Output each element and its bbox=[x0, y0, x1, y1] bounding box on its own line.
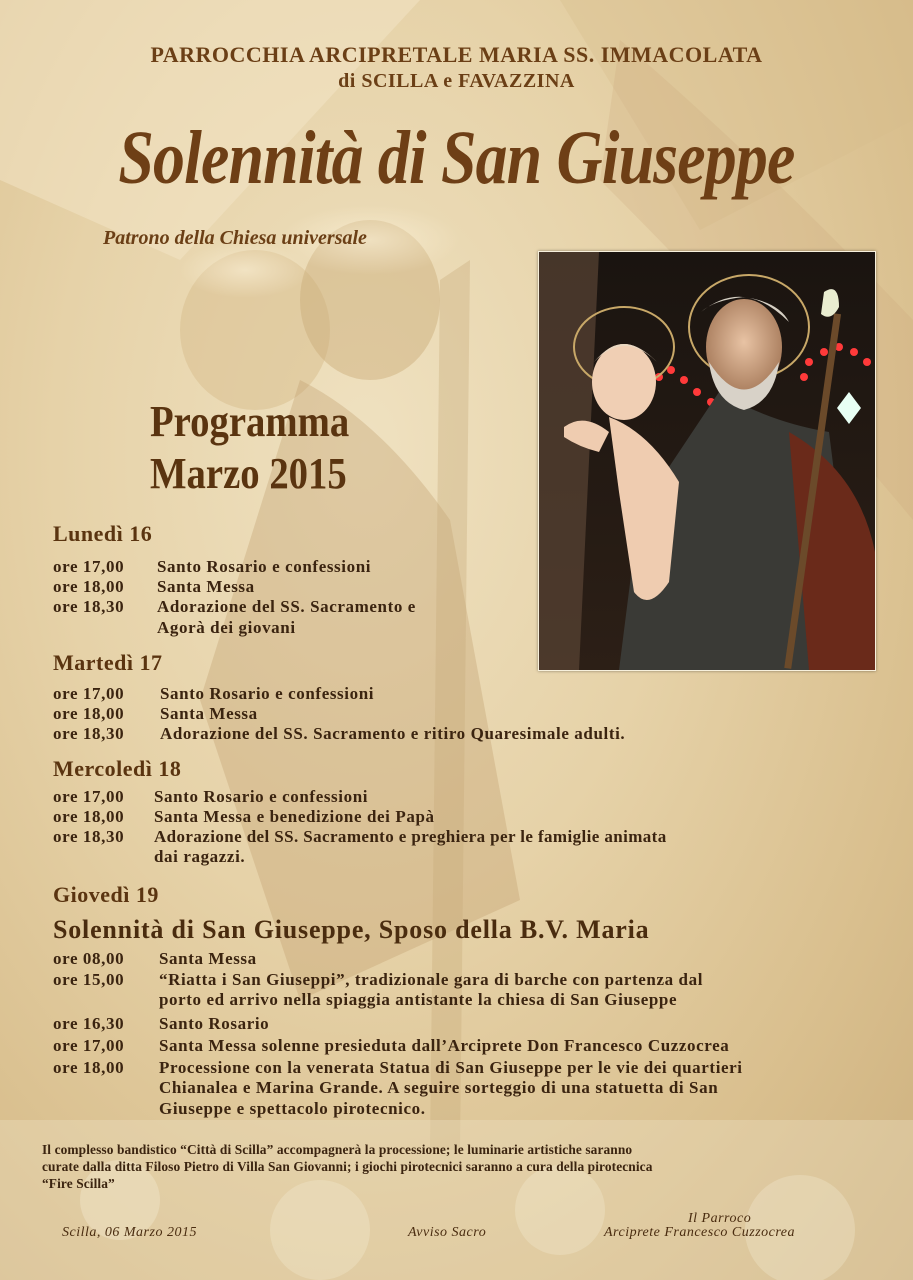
notes-line: curate dalla ditta Filoso Pietro di Villa San Giovanni; i giochi pirotecnici saranno a cura della pirotecnica bbox=[42, 1159, 653, 1174]
schedule-time: ore 18,30 bbox=[53, 827, 125, 846]
schedule-time: ore 17,00 bbox=[53, 684, 125, 703]
day-heading: Lunedì 16 bbox=[53, 521, 153, 546]
schedule-text-continued: Agorà dei giovani bbox=[157, 618, 296, 637]
schedule-text: “Riatta i San Giuseppi”, tradizionale gara di barche con partenza dal bbox=[159, 970, 704, 989]
schedule-time: ore 18,30 bbox=[53, 724, 125, 743]
schedule-time: ore 17,00 bbox=[53, 557, 125, 576]
schedule-text-continued: Chianalea e Marina Grande. A seguire sorteggio di una statuetta di San bbox=[159, 1078, 719, 1097]
program-heading: Programma bbox=[150, 397, 350, 446]
place-date: Scilla, 06 Marzo 2015 bbox=[62, 1225, 197, 1240]
notice-label: Avviso Sacro bbox=[408, 1225, 487, 1240]
page-title: Solennità di San Giuseppe bbox=[118, 116, 795, 200]
schedule-text: Santo Rosario e confessioni bbox=[157, 557, 372, 576]
schedule-text: Santa Messa e benedizione dei Papà bbox=[154, 807, 435, 826]
program-month: Marzo 2015 bbox=[150, 449, 347, 498]
notes-line: Il complesso bandistico “Città di Scilla” accompagnerà la processione; le luminarie artistiche saranno bbox=[42, 1142, 633, 1157]
schedule-text: Santo Rosario e confessioni bbox=[160, 684, 375, 703]
feast-title: Solennità di San Giuseppe, Sposo della B.V. Maria bbox=[53, 915, 650, 944]
page-subtitle: Patrono della Chiesa universale bbox=[103, 227, 367, 249]
signature-title: Il Parroco bbox=[688, 1211, 752, 1226]
day-heading: Mercoledì 18 bbox=[53, 756, 182, 781]
day-heading: Giovedì 19 bbox=[53, 882, 159, 907]
schedule-time: ore 17,00 bbox=[53, 787, 125, 806]
parish-location: di SCILLA e FAVAZZINA bbox=[338, 70, 575, 92]
schedule-text-continued: Giuseppe e spettacolo pirotecnico. bbox=[159, 1099, 426, 1118]
schedule-text: Santo Rosario bbox=[159, 1014, 270, 1033]
schedule-text: Santa Messa solenne presieduta dall’Arciprete Don Francesco Cuzzocrea bbox=[159, 1036, 730, 1055]
schedule-text-continued: dai ragazzi. bbox=[154, 847, 246, 866]
schedule-text-continued: porto ed arrivo nella spiaggia antistante la chiesa di San Giuseppe bbox=[159, 990, 678, 1009]
schedule-time: ore 18,00 bbox=[53, 577, 125, 596]
schedule-text: Adorazione del SS. Sacramento e ritiro Quaresimale adulti. bbox=[160, 724, 626, 743]
day-heading: Martedì 17 bbox=[53, 650, 163, 675]
schedule-time: ore 18,00 bbox=[53, 704, 125, 723]
statue-photo bbox=[538, 251, 876, 671]
notes-line: “Fire Scilla” bbox=[42, 1176, 115, 1191]
schedule-text: Santo Rosario e confessioni bbox=[154, 787, 369, 806]
parish-name: PARROCCHIA ARCIPRETALE MARIA SS. IMMACOLATA bbox=[150, 42, 763, 67]
schedule-text: Adorazione del SS. Sacramento e bbox=[157, 597, 416, 616]
schedule-time: ore 17,00 bbox=[53, 1036, 125, 1055]
schedule-time: ore 18,00 bbox=[53, 807, 125, 826]
schedule-time: ore 16,30 bbox=[53, 1014, 125, 1033]
schedule-text: Santa Messa bbox=[159, 949, 257, 968]
schedule-time: ore 18,00 bbox=[53, 1058, 125, 1077]
schedule-text: Adorazione del SS. Sacramento e preghiera per le famiglie animata bbox=[154, 827, 667, 846]
schedule-time: ore 08,00 bbox=[53, 949, 125, 968]
schedule-text: Santa Messa bbox=[160, 704, 258, 723]
schedule-text: Processione con la venerata Statua di San Giuseppe per le vie dei quartieri bbox=[159, 1058, 743, 1077]
signature-name: Arciprete Francesco Cuzzocrea bbox=[604, 1225, 796, 1240]
schedule-time: ore 18,30 bbox=[53, 597, 125, 616]
schedule-time: ore 15,00 bbox=[53, 970, 125, 989]
schedule-text: Santa Messa bbox=[157, 577, 255, 596]
